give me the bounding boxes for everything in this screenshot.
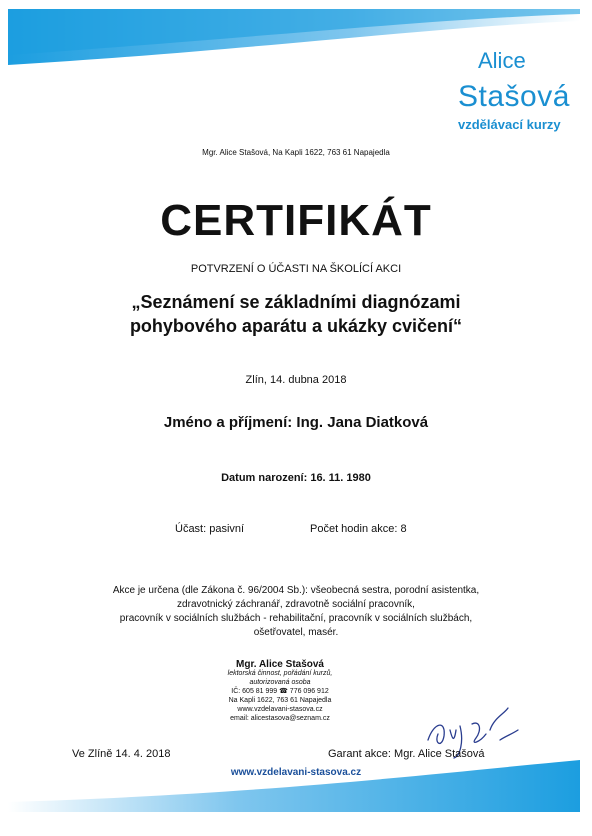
certificate-subtitle: POTVRZENÍ O ÚČASTI NA ŠKOLÍCÍ AKCI bbox=[190, 263, 402, 275]
birth-date: Datum narození: 16. 11. 1980 bbox=[221, 472, 371, 484]
stamp-role2: autorizovaná osoba bbox=[249, 679, 311, 686]
stamp-ico: IČ: 605 81 999 ☎ 776 096 912 bbox=[231, 688, 329, 695]
target-audience-line2: zdravotnický záchranář, zdravotně sociální pracovník, bbox=[177, 599, 415, 610]
logo-text-subtitle: vzdělávací kurzy bbox=[458, 117, 561, 132]
issue-place-date: Ve Zlíně 14. 4. 2018 bbox=[72, 748, 171, 760]
website-link[interactable]: www.vzdelavani-stasova.cz bbox=[230, 767, 362, 778]
participant-name: Jméno a příjmení: Ing. Jana Diatková bbox=[163, 414, 429, 431]
target-audience bbox=[60, 584, 532, 640]
target-audience-line1: Akce je určena (dle Zákona č. 96/2004 Sb.): všeobecná sestra, porodní asistentka, bbox=[112, 585, 480, 596]
stamp-address: Na Kapli 1622, 763 61 Napajedla bbox=[228, 697, 332, 704]
stamp-role1: lektorská činnost, pořádání kurzů, bbox=[227, 670, 333, 677]
stamp-email: email: alicestasova@seznam.cz bbox=[230, 715, 330, 722]
course-hours: Počet hodin akce: 8 bbox=[310, 523, 407, 535]
issuer-address: Mgr. Alice Stašová, Na Kapli 1622, 763 61 Napajedla bbox=[202, 148, 390, 157]
issuer-stamp bbox=[180, 660, 380, 723]
course-name bbox=[0, 290, 592, 338]
target-audience-line4: ošetřovatel, masér. bbox=[253, 627, 339, 638]
target-audience-line3: pracovník v sociálních službách - rehabilitační, pracovník v sociálních službách, bbox=[119, 613, 473, 624]
event-date: Zlín, 14. dubna 2018 bbox=[245, 374, 347, 386]
course-name-line1: „Seznámení se základními diagnózami bbox=[131, 292, 461, 312]
guarantor: Garant akce: Mgr. Alice Stašová bbox=[328, 748, 485, 760]
logo-text-stasova: Stašová bbox=[458, 80, 570, 113]
logo-text-alice: Alice bbox=[478, 48, 526, 73]
stamp-name: Mgr. Alice Stašová bbox=[236, 659, 324, 670]
participation-type: Účast: pasivní bbox=[175, 523, 245, 535]
course-name-line2: pohybového aparátu a ukázky cvičení“ bbox=[129, 316, 463, 336]
certificate-title: CERTIFIKÁT bbox=[160, 196, 432, 245]
stamp-web: www.vzdelavani-stasova.cz bbox=[237, 706, 323, 713]
